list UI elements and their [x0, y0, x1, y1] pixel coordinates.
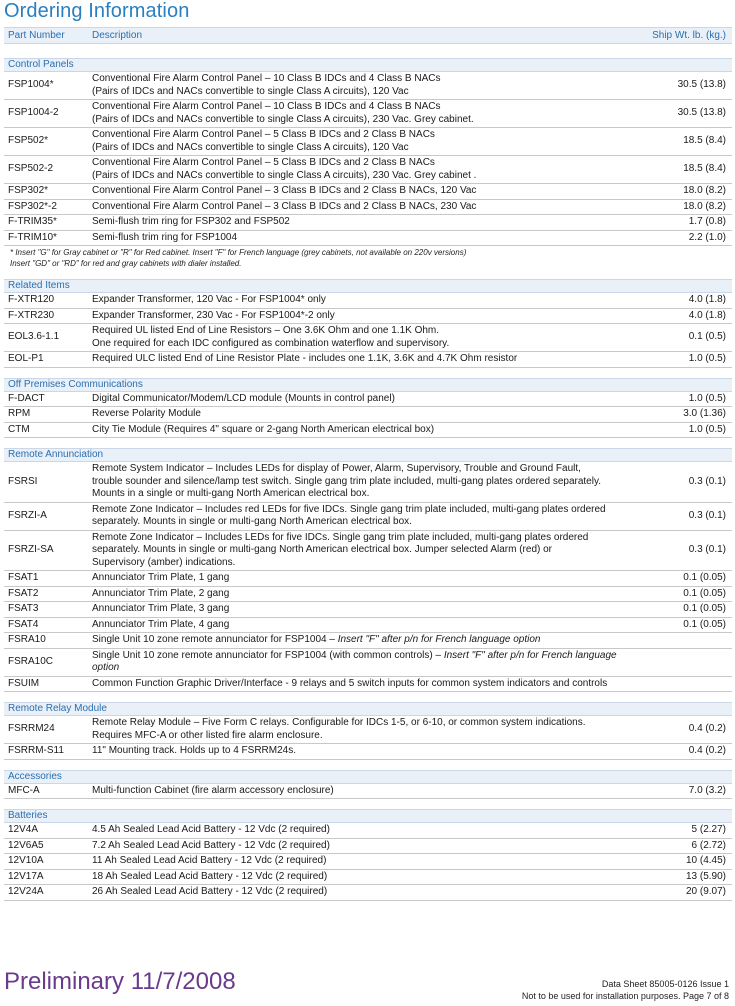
description-text: 11 Ah Sealed Lead Acid Battery - 12 Vdc (2 required): [92, 855, 327, 866]
part-number: EOL-P1: [8, 353, 44, 364]
part-number: FSRZI-A: [8, 509, 47, 521]
table-row: [4, 618, 732, 634]
ship-weight: 4.0 (1.8): [688, 294, 726, 305]
part-number: 12V6A5: [8, 839, 44, 851]
description-text: Annunciator Trim Plate, 4 gang: [92, 618, 230, 630]
part-number: F-TRIM35*: [8, 216, 57, 227]
part-number: 12V24A: [8, 886, 44, 897]
part-number: FSP502-2: [8, 163, 54, 175]
ship-weight: 18.5 (8.4): [683, 163, 726, 175]
section-title: Accessories: [4, 770, 732, 784]
description: [88, 572, 642, 585]
table-row: [4, 602, 732, 618]
ship-weight: 18.0 (8.2): [683, 200, 726, 212]
description: [88, 871, 642, 884]
ship-weight: 0.3 (0.1): [688, 544, 726, 555]
description: [88, 408, 642, 421]
description-text: Remote Relay Module – Five Form C relays. Configurable for IDCs 1-5, or 6-10, or common system indications. Requires MFC-A or other listed fire alarm enclosure.: [92, 717, 586, 741]
description-text: Conventional Fire Alarm Control Panel – 3 Class B IDCs and 2 Class B NACs, 230 Vac: [92, 200, 477, 212]
description-text: Multi-function Cabinet (fire alarm accessory enclosure): [92, 784, 334, 796]
description-text: Reverse Polarity Module: [92, 408, 201, 419]
description: [88, 678, 642, 691]
part-number: FSRZI-SA: [8, 544, 54, 555]
section-related-items: [4, 279, 732, 368]
part-number: MFC-A: [8, 784, 40, 796]
part-number: EOL3.6-1.1: [8, 331, 60, 343]
section-title: Batteries: [4, 809, 732, 823]
table-row: [4, 128, 732, 156]
table-row: [4, 324, 732, 352]
table-row: [4, 633, 732, 649]
header-description: Description: [92, 30, 143, 41]
description: [88, 129, 642, 154]
datasheet-number: Data Sheet 85005-0126 Issue 1: [601, 979, 729, 989]
table-header: [4, 27, 732, 44]
part-number: FSRA10: [8, 634, 46, 645]
table-row: [4, 100, 732, 128]
ship-weight: 0.4 (0.2): [688, 723, 726, 735]
description: [88, 157, 642, 182]
part-number: F-TRIM10*: [8, 231, 57, 243]
header-ship-weight: Ship Wt. lb. (kg.): [652, 30, 726, 41]
preliminary-stamp: Preliminary 11/7/2008: [4, 968, 236, 995]
description: [88, 588, 642, 601]
description-text: Semi-flush trim ring for FSP302 and FSP502: [92, 216, 290, 227]
description: [88, 603, 642, 616]
description-text: Semi-flush trim ring for FSP1004: [92, 231, 238, 243]
description-note: Insert "F" after p/n for French language option: [337, 634, 541, 645]
part-number: FSP1004*: [8, 79, 54, 91]
description-note: Insert "F" after p/n for French language option: [92, 649, 617, 673]
description: [88, 463, 642, 501]
description-text: Digital Communicator/Modem/LCD module (Mounts in control panel): [92, 392, 395, 404]
footnote: * Insert "G" for Gray cabinet or "R" for Red cabinet. Insert "F" for French language (grey cabinets, not available on 220v versions) Insert "GD" or "RD" for red and gray cabinets with dialer installed.: [10, 248, 467, 268]
table-row: [4, 854, 732, 870]
part-number: FSP302*: [8, 185, 49, 196]
table-row: [4, 156, 732, 184]
table-row: [4, 423, 732, 439]
description-text: Annunciator Trim Plate, 1 gang: [92, 572, 230, 583]
description: [88, 619, 642, 632]
table-row: [4, 587, 732, 603]
description: [88, 310, 642, 323]
description: [88, 855, 642, 868]
table-row: [4, 571, 732, 587]
section-title: Off Premises Communications: [4, 378, 732, 392]
description-text: 26 Ah Sealed Lead Acid Battery - 12 Vdc (2 required): [92, 886, 328, 897]
description-text: Conventional Fire Alarm Control Panel – 5 Class B IDCs and 2 Class B NACs (Pairs of IDCs and NACs convertible to single Class A circuits), 230 Vac. Grey cabinet .: [92, 157, 477, 181]
table-row: [4, 392, 732, 408]
description-text: Single Unit 10 zone remote annunciator for FSP1004 (with common controls) –: [92, 649, 444, 661]
section-control-panels: [4, 58, 732, 269]
description-text: Expander Transformer, 230 Vac - For FSP1004*-2 only: [92, 309, 335, 321]
part-number: FSAT1: [8, 572, 39, 583]
description-text: 11" Mounting track. Holds up to 4 FSRRM24s.: [92, 745, 297, 756]
ship-weight: 18.5 (8.4): [683, 135, 726, 147]
description-text: Annunciator Trim Plate, 3 gang: [92, 603, 230, 614]
description: [88, 840, 642, 853]
description-text: City Tie Module (Requires 4" square or 2-gang North American electrical box): [92, 423, 435, 435]
description-text: 7.2 Ah Sealed Lead Acid Battery - 12 Vdc (2 required): [92, 839, 330, 851]
description-text: Annunciator Trim Plate, 2 gang: [92, 587, 230, 599]
description-text: Single Unit 10 zone remote annunciator for FSP1004 –: [92, 634, 338, 645]
table-row: [4, 352, 732, 368]
section-remote-annunciation: [4, 448, 732, 692]
description: [88, 886, 642, 899]
part-number: FSRRM-S11: [8, 745, 64, 756]
table-row: [4, 215, 732, 231]
ship-weight: 10 (4.45): [685, 855, 726, 866]
part-number: FSUIM: [8, 677, 40, 689]
part-number: FSAT3: [8, 603, 39, 614]
ship-weight: 0.1 (0.5): [688, 331, 726, 343]
header-part-number: Part Number: [8, 30, 65, 41]
section-batteries: [4, 809, 732, 901]
description: [88, 717, 642, 742]
description-text: Expander Transformer, 120 Vac - For FSP1004* only: [92, 294, 326, 305]
description: [88, 634, 642, 647]
ship-weight: 13 (5.90): [685, 870, 726, 882]
description-text: 4.5 Ah Sealed Lead Acid Battery - 12 Vdc (2 required): [92, 824, 330, 835]
page-footer: [522, 978, 729, 1002]
table-row: [4, 200, 732, 216]
ship-weight: 0.1 (0.05): [683, 572, 726, 583]
ship-weight: 1.0 (0.5): [688, 392, 726, 404]
ship-weight: 0.1 (0.05): [683, 587, 726, 599]
description: [88, 824, 642, 837]
part-number: FSAT2: [8, 587, 39, 599]
part-number: FSP1004-2: [8, 107, 59, 119]
table-row: [4, 885, 732, 901]
section-off-premises-communications: [4, 378, 732, 439]
table-row: [4, 407, 732, 423]
part-number: FSRRM24: [8, 723, 55, 735]
ship-weight: 18.0 (8.2): [683, 185, 726, 196]
description-text: 18 Ah Sealed Lead Acid Battery - 12 Vdc (2 required): [92, 870, 328, 882]
ship-weight: 30.5 (13.8): [677, 107, 726, 119]
table-row: [4, 677, 732, 693]
description: [88, 424, 642, 437]
page-title: Ordering Information: [4, 0, 190, 22]
part-number: 12V10A: [8, 855, 44, 866]
table-row: [4, 293, 732, 309]
description: [88, 532, 642, 570]
ship-weight: 20 (9.07): [685, 886, 726, 897]
description-text: Conventional Fire Alarm Control Panel – 10 Class B IDCs and 4 Class B NACs (Pairs of IDCs and NACs convertible to single Class A circuits), 230 Vac. Grey cabinet.: [92, 101, 474, 125]
installation-notice: Not to be used for installation purposes. Page 7 of 8: [521, 991, 729, 1001]
table-row: [4, 503, 732, 531]
part-number: F-DACT: [8, 392, 45, 404]
ship-weight: 0.3 (0.1): [688, 509, 726, 521]
section-title: Remote Annunciation: [4, 448, 732, 462]
section-accessories: [4, 770, 732, 800]
ship-weight: 5 (2.27): [691, 824, 726, 835]
ship-weight: 1.7 (0.8): [688, 216, 726, 227]
description: [88, 73, 642, 98]
table-row: [4, 462, 732, 503]
part-number: F-XTR230: [8, 309, 55, 321]
table-row: [4, 744, 732, 760]
description: [88, 201, 642, 214]
part-number: FSP502*: [8, 135, 49, 147]
ship-weight: 0.1 (0.05): [683, 618, 726, 630]
ship-weight: 2.2 (1.0): [688, 231, 726, 243]
description: [88, 393, 642, 406]
ship-weight: 4.0 (1.8): [688, 309, 726, 321]
ship-weight: 1.0 (0.5): [688, 353, 726, 364]
ship-weight: 30.5 (13.8): [677, 79, 726, 91]
ship-weight: 3.0 (1.36): [683, 408, 726, 419]
part-number: CTM: [8, 423, 30, 435]
part-number: FSAT4: [8, 618, 39, 630]
part-number: FSP302*-2: [8, 200, 57, 212]
description-text: Required ULC listed End of Line Resistor Plate - includes one 1.1K, 3.6K and 4.7K Ohm resistor: [92, 353, 518, 364]
description: [88, 216, 642, 229]
description: [88, 185, 642, 198]
section-remote-relay-module: [4, 702, 732, 760]
description: [88, 325, 642, 350]
description: [88, 504, 642, 529]
table-row: [4, 823, 732, 839]
section-title: Remote Relay Module: [4, 702, 732, 716]
part-number: RPM: [8, 408, 31, 419]
table-row: [4, 72, 732, 100]
description: [88, 650, 642, 675]
section-title: Control Panels: [4, 58, 732, 72]
description: [88, 353, 642, 366]
ship-weight: 0.3 (0.1): [688, 475, 726, 487]
table-row: [4, 716, 732, 744]
table-row: [4, 839, 732, 855]
ship-weight: 0.4 (0.2): [688, 745, 726, 756]
table-row: [4, 309, 732, 325]
description-text: Conventional Fire Alarm Control Panel – 10 Class B IDCs and 4 Class B NACs (Pairs of IDCs and NACs convertible to single Class A circuits), 120 Vac: [92, 73, 441, 97]
part-number: 12V4A: [8, 824, 39, 835]
description: [88, 232, 642, 245]
section-title: Related Items: [4, 279, 732, 293]
part-number: 12V17A: [8, 870, 44, 882]
description-text: Remote Zone Indicator – Includes LEDs for five IDCs. Single gang trim plate included, multi-gang plates ordered separately. Mounts in single or multi-gang North American electrical box. Jumper selected Alarm (red) or Supervisory (amber) indications.: [92, 531, 589, 568]
description: [88, 785, 642, 798]
ship-weight: 0.1 (0.05): [683, 603, 726, 614]
table-row: [4, 870, 732, 886]
part-number: F-XTR120: [8, 294, 55, 305]
description-text: Required UL listed End of Line Resistors – One 3.6K Ohm and one 1.1K Ohm. One required for each IDC configured as combination waterflow and supervisory.: [92, 325, 450, 349]
description: [88, 745, 642, 758]
ship-weight: 7.0 (3.2): [688, 784, 726, 796]
description-text: Conventional Fire Alarm Control Panel – 5 Class B IDCs and 2 Class B NACs (Pairs of IDCs and NACs convertible to single Class A circuits), 120 Vac: [92, 129, 435, 153]
description-text: Common Function Graphic Driver/Interface - 9 relays and 5 switch inputs for common system indicators and controls: [92, 677, 608, 689]
table-row: [4, 531, 732, 572]
part-number: FSRSI: [8, 475, 38, 487]
description-text: Remote System Indicator – Includes LEDs for display of Power, Alarm, Supervisory, Trouble and Ground Fault, trouble sounder and silence/lamp test switch. Single gang trim plate included, multi-gang plates ordered separately. Mounts in a single or multi-gang North American electrical box.: [92, 463, 601, 499]
table-row: [4, 231, 732, 247]
ship-weight: 6 (2.72): [691, 839, 726, 851]
part-number: FSRA10C: [8, 655, 54, 667]
description-text: Remote Zone Indicator – Includes red LEDs for five IDCs. Single gang trim plate included, multi-gang plates ordered separately. Mounts in single or multi-gang North American electrical box.: [92, 503, 606, 527]
description-text: Conventional Fire Alarm Control Panel – 3 Class B IDCs and 2 Class B NACs, 120 Vac: [92, 185, 477, 196]
description: [88, 294, 642, 307]
description: [88, 101, 642, 126]
ordering-table: [4, 58, 732, 911]
ship-weight: 1.0 (0.5): [688, 423, 726, 435]
table-row: [4, 184, 732, 200]
table-row: [4, 784, 732, 800]
table-row: [4, 649, 732, 677]
